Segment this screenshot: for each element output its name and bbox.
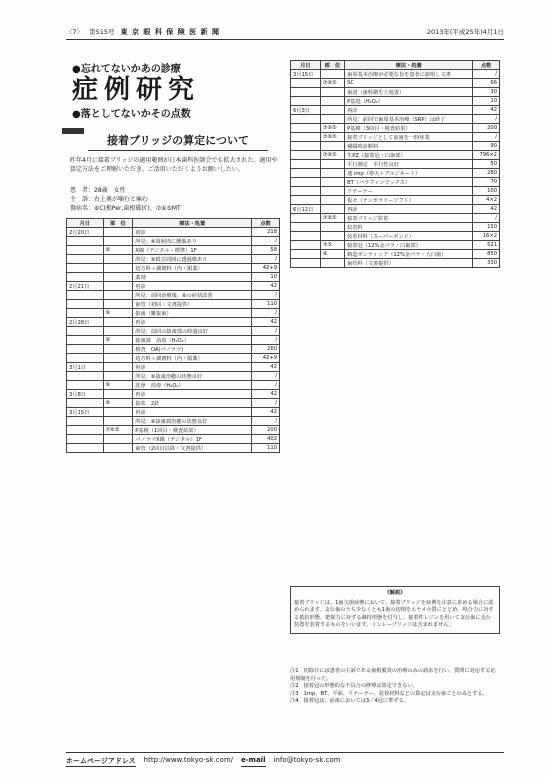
table-cell: 6月3日 xyxy=(291,106,321,115)
table-cell xyxy=(103,345,133,354)
table-cell: 330 xyxy=(473,259,500,268)
table-cell: / xyxy=(252,327,280,336)
page-number: 〈7〉 xyxy=(66,28,84,36)
table-cell xyxy=(67,426,104,435)
title-main: 症例研究 xyxy=(72,75,201,105)
table-cell xyxy=(291,259,321,268)
table-cell xyxy=(320,160,344,169)
table-cell: 検査 OA(パノラマ) xyxy=(133,345,252,354)
table-cell: ⑦⑤ xyxy=(320,241,344,250)
table-cell xyxy=(291,142,321,151)
note-item: 注1 切除日には患者の主訴である歯根膜炎の治療のみの請求を行い、質問に対応する応用規制を行った。 xyxy=(290,668,496,682)
table-cell: ⑦⑥⑤ xyxy=(320,151,344,160)
table-cell xyxy=(67,246,104,255)
table-cell: 接着ブリッジ装着 xyxy=(345,214,473,223)
table-cell xyxy=(320,196,344,205)
table-cell: ⑦⑥⑤ xyxy=(320,133,344,142)
table-cell: 3月15日 xyxy=(291,70,321,79)
decorative-bar xyxy=(62,128,84,134)
note-item: 注2 接着冠の形態的な不具合の修理は算定できない。 xyxy=(290,683,418,689)
table-cell xyxy=(103,255,133,264)
table-cell: 所見：前回で歯周基本治療（SRP）は終了 xyxy=(345,115,473,124)
table-cell xyxy=(103,435,133,444)
table-header-row xyxy=(291,61,500,70)
table-cell xyxy=(103,318,133,327)
table-cell xyxy=(67,372,104,381)
homepage-label: ホームページアドレス xyxy=(66,757,136,765)
commentary-box xyxy=(290,586,500,634)
table-cell: / xyxy=(252,417,280,426)
table-row xyxy=(291,79,500,88)
table-cell: 所見：⑥抜歯治癒の状態良好 xyxy=(133,372,252,381)
table-cell: 薬剤 xyxy=(133,273,252,282)
table-cell: 処方料＋調剤料（内・服薬） xyxy=(133,264,252,273)
patient-diagnosis: 傷病名：⑥C(根Per,歯根破折)、⑦⑥⑤MT xyxy=(70,205,181,212)
column-header: 部 位 xyxy=(320,61,344,70)
table-cell: / xyxy=(473,115,500,124)
table-row xyxy=(291,205,500,214)
table-cell: 110 xyxy=(252,444,280,453)
table-cell: 3月1日 xyxy=(67,363,104,372)
table-row xyxy=(67,381,280,390)
column-header: 点数 xyxy=(473,61,500,70)
table-cell: 2月21日 xyxy=(67,282,104,291)
table-cell xyxy=(67,327,104,336)
table-cell xyxy=(67,237,104,246)
email-link[interactable]: info@tokyo-sk.com xyxy=(273,756,341,764)
table-cell: 2月20日 xyxy=(67,228,104,237)
patient-age: 患 者：28歳 女性 xyxy=(70,187,126,194)
table-cell: 歯周基本治療が必要な旨を患者に説明し文書 xyxy=(345,70,473,79)
table-cell: 再診 xyxy=(133,318,252,327)
table-cell xyxy=(67,255,104,264)
table-row xyxy=(291,106,500,115)
email-label: e-mail xyxy=(241,756,265,767)
table-cell: 2月28日 xyxy=(67,318,104,327)
table-cell: 再診 xyxy=(133,390,252,399)
table-cell: 16×2 xyxy=(473,232,500,241)
table-cell: 仮セ（テンポラリーソフト） xyxy=(345,196,473,205)
table-row xyxy=(291,187,500,196)
table-cell: 接着ブリッジとして前歯を一時休業 xyxy=(345,133,473,142)
table-row xyxy=(67,372,280,381)
column-header: 療法・処置 xyxy=(345,61,473,70)
table-cell xyxy=(103,264,133,273)
table-cell: 850 xyxy=(473,250,500,259)
table-cell: ⑥ xyxy=(103,399,133,408)
table-cell xyxy=(291,160,321,169)
table-cell: 42 xyxy=(252,408,280,417)
table-row xyxy=(291,97,500,106)
table-cell: / xyxy=(252,381,280,390)
table-row xyxy=(67,282,280,291)
table-row xyxy=(67,354,280,363)
table-cell: 150 xyxy=(473,223,500,232)
table-cell: P基処（H₂O₂） xyxy=(345,97,473,106)
table-cell: 70 xyxy=(473,178,500,187)
table-cell: 200 xyxy=(473,124,500,133)
table-cell xyxy=(103,390,133,399)
table-cell: 連 imp（寒天＋アルジネート） xyxy=(345,169,473,178)
publication-name: 東 京 眼 科 保 険 医 新 聞 xyxy=(120,27,221,36)
table-cell: 所見：⑥抜歯窩治癒の状態良好 xyxy=(133,417,252,426)
table-cell xyxy=(103,273,133,282)
table-cell xyxy=(291,187,321,196)
table-cell xyxy=(67,309,104,318)
table-cell: 所見：前回治療後、⑥の症状改善 xyxy=(133,291,252,300)
table-cell: 280 xyxy=(473,169,500,178)
table-row xyxy=(291,133,500,142)
table-row xyxy=(291,241,500,250)
table-cell xyxy=(291,241,321,250)
section-title xyxy=(72,60,252,126)
table-cell: 処方料＋調剤料（内・服薬） xyxy=(133,354,252,363)
table-cell: / xyxy=(252,309,280,318)
table-cell: / xyxy=(252,237,280,246)
table-cell xyxy=(320,70,344,79)
table-cell: 58 xyxy=(252,246,280,255)
table-cell: 42+9 xyxy=(252,264,280,273)
table-cell: 42 xyxy=(473,205,500,214)
table-cell xyxy=(67,336,104,345)
table-cell: 110 xyxy=(252,300,280,309)
table-row xyxy=(67,336,280,345)
table-row xyxy=(67,444,280,453)
table-cell xyxy=(291,79,321,88)
table-cell xyxy=(103,237,133,246)
table-cell xyxy=(320,169,344,178)
table-row xyxy=(291,196,500,205)
table-cell xyxy=(103,300,133,309)
table-row xyxy=(291,88,500,97)
table-cell xyxy=(320,187,344,196)
commentary-body: 接着ブリッジは、1歯欠損症例において、接着ブリッジを症例を注意に求める場合に認められます。支台歯のうち少なくとも1歯の切削をエナメル質にとどめ、咬合力に対する抵抗形態、把握力に対する維持形態を付与し、接着性レジンを用いて支台歯に支台装置を装着するものをいいます。インレーブリッジは含まれません。 xyxy=(294,599,494,628)
table-cell xyxy=(103,327,133,336)
homepage-link[interactable]: http://www.tokyo-sk.com/ xyxy=(143,756,234,764)
table-row xyxy=(291,151,500,160)
table-cell: P基検（3回目・検査結果） xyxy=(345,124,473,133)
table-cell: / xyxy=(252,399,280,408)
table-cell: 200 xyxy=(252,426,280,435)
table-header-row xyxy=(67,219,280,228)
table-cell xyxy=(67,444,104,453)
column-header: 療法・処置 xyxy=(133,219,252,228)
page-header xyxy=(66,24,504,40)
table-cell: 装着料 xyxy=(345,223,473,232)
table-cell: SC xyxy=(345,79,473,88)
table-cell xyxy=(67,264,104,273)
table-cell: 所見：前回の抜歯部の経過良好 xyxy=(133,327,252,336)
table-cell xyxy=(103,354,133,363)
table-row xyxy=(291,250,500,259)
table-row xyxy=(67,327,280,336)
table-row xyxy=(291,232,500,241)
intro-text: 昨年4月に接着ブリッジの適用範囲が日本歯科医師会でも拡大された。適用や算定方法をご理解いただき、ご活用いただくようお願いしたい。 xyxy=(70,157,278,173)
page-footer xyxy=(66,752,504,767)
title-line3: ●落としてないかその点数 xyxy=(72,109,191,120)
table-cell: 3月15日 xyxy=(67,408,104,417)
article-subtitle: 接着ブリッジの算定について xyxy=(88,132,268,151)
table-row xyxy=(291,178,500,187)
table-cell: 100 xyxy=(473,187,500,196)
table-cell xyxy=(103,282,133,291)
table-cell xyxy=(291,133,321,142)
table-row xyxy=(67,426,280,435)
note-item: 注4 接着冠は、前歯においては3／4冠に準ずる。 xyxy=(290,698,409,704)
table-cell: 装着材料（スーパーボンド） xyxy=(345,232,473,241)
table-row xyxy=(67,300,280,309)
table-cell xyxy=(291,250,321,259)
table-cell xyxy=(67,354,104,363)
table-cell xyxy=(291,115,321,124)
table-cell: 歯管料（文書提供） xyxy=(345,259,473,268)
table-cell: 洗浄 消毒（H₂O₂） xyxy=(133,381,252,390)
table-row xyxy=(67,237,280,246)
table-row xyxy=(67,408,280,417)
table-row xyxy=(291,142,500,151)
table-cell xyxy=(291,214,321,223)
table-cell xyxy=(320,223,344,232)
table-cell: 42 xyxy=(252,318,280,327)
commentary-heading: 《解説》 xyxy=(384,590,406,596)
table-cell: リテーナー xyxy=(345,187,473,196)
issue-date: 2013年(平成25年)4月1日 xyxy=(426,28,504,36)
table-cell xyxy=(291,196,321,205)
table-cell: ⑥ xyxy=(103,336,133,345)
table-cell xyxy=(103,363,133,372)
table-cell xyxy=(103,228,133,237)
table-cell xyxy=(67,399,104,408)
table-cell: 平行測定 平行性良好 xyxy=(345,160,473,169)
table-cell: 521 xyxy=(473,241,500,250)
table-cell xyxy=(103,291,133,300)
issue-number: 第515号 xyxy=(89,28,115,36)
table-cell xyxy=(291,178,321,187)
table-row xyxy=(67,363,280,372)
table-cell: / xyxy=(252,291,280,300)
table-cell: ⑥ xyxy=(103,246,133,255)
table-cell xyxy=(291,88,321,97)
column-header: 月日 xyxy=(67,219,104,228)
table-cell: P基検（1回目・検査結果） xyxy=(133,426,252,435)
table-cell: / xyxy=(473,133,500,142)
table-cell xyxy=(320,178,344,187)
table-cell: / xyxy=(473,70,500,79)
table-cell: X線（デジタル・標準）1F xyxy=(133,246,252,255)
table-cell: / xyxy=(252,255,280,264)
table-cell: 接着冠（12%金パラ・臼歯部） xyxy=(345,241,473,250)
table-cell: 初診 xyxy=(133,228,252,237)
table-cell: ⑦⑥⑤ xyxy=(103,426,133,435)
table-row xyxy=(291,223,500,232)
table-cell: BT（パラフィンワックス） xyxy=(345,178,473,187)
table-cell xyxy=(103,408,133,417)
table-cell: 再診 xyxy=(345,106,473,115)
table-cell: パノラマX線（デジタル）1F xyxy=(133,435,252,444)
table-cell: 260 xyxy=(252,345,280,354)
table-cell xyxy=(291,223,321,232)
table-cell xyxy=(291,124,321,133)
table-cell: 6月12日 xyxy=(291,205,321,214)
table-cell: 歯管（2回目以降・文書提供） xyxy=(133,444,252,453)
patient-info xyxy=(70,186,280,213)
table-cell xyxy=(67,417,104,426)
table-cell: 10 xyxy=(473,97,500,106)
table-row xyxy=(291,169,500,178)
table-cell: 所見：⑥周囲肉に腫脹あり xyxy=(133,237,252,246)
table-cell: 鋳造ポンティック（12%金パラ・大臼歯） xyxy=(345,250,473,259)
note-item: 注3 1mp、BT、平面、リテーナー、装着材料などの算定は支台歯ごとのみとする。 xyxy=(290,690,488,697)
table-row xyxy=(291,115,500,124)
table-cell xyxy=(67,291,104,300)
table-row xyxy=(291,259,500,268)
table-cell: 42 xyxy=(252,390,280,399)
table-cell: 10 xyxy=(252,273,280,282)
treatment-table-right xyxy=(290,60,500,268)
table-cell xyxy=(291,169,321,178)
table-cell: 歯清（歯科衛生士処置） xyxy=(345,88,473,97)
table-row xyxy=(291,70,500,79)
table-row xyxy=(291,160,500,169)
column-header: 部 位 xyxy=(103,219,133,228)
table-row xyxy=(291,214,500,223)
table-cell: 796×2 xyxy=(473,151,500,160)
table-cell: 4×2 xyxy=(473,196,500,205)
table-cell: / xyxy=(252,336,280,345)
table-cell xyxy=(320,232,344,241)
table-cell: 抜歯窩 消毒（H₂O₂） xyxy=(133,336,252,345)
table-row xyxy=(67,345,280,354)
table-row xyxy=(67,246,280,255)
table-cell xyxy=(320,205,344,214)
table-cell: 30 xyxy=(473,88,500,97)
table-cell xyxy=(320,97,344,106)
table-cell xyxy=(291,151,321,160)
table-row xyxy=(67,417,280,426)
table-cell: 再診 xyxy=(345,205,473,214)
table-cell xyxy=(320,106,344,115)
table-row xyxy=(67,399,280,408)
table-cell: / xyxy=(473,214,500,223)
table-cell: 再診 xyxy=(133,282,252,291)
table-cell xyxy=(67,273,104,282)
table-row xyxy=(291,124,500,133)
table-cell xyxy=(320,259,344,268)
column-header: 月日 xyxy=(291,61,321,70)
table-row xyxy=(67,309,280,318)
table-cell xyxy=(103,444,133,453)
table-cell: 再診 xyxy=(133,408,252,417)
table-cell: 42+9 xyxy=(252,354,280,363)
table-cell xyxy=(291,97,321,106)
notes-list xyxy=(290,668,500,706)
table-cell: 3月8日 xyxy=(67,390,104,399)
table-cell xyxy=(320,88,344,97)
patient-complaint: 主 訴：右上奥が噛むと痛む xyxy=(70,196,149,203)
table-cell xyxy=(103,417,133,426)
table-cell: ⑥ xyxy=(103,381,133,390)
table-cell: / xyxy=(252,372,280,381)
table-cell: 歯管（初回・文書提供） xyxy=(133,300,252,309)
table-cell: 42 xyxy=(252,282,280,291)
table-cell: ⑦⑥⑤ xyxy=(320,214,344,223)
title-line1: ●忘れてないかあの診療 xyxy=(72,64,181,75)
table-cell xyxy=(291,232,321,241)
table-cell: 42 xyxy=(473,106,500,115)
table-cell xyxy=(67,381,104,390)
table-cell: 補綴時診断料 xyxy=(345,142,473,151)
table-cell: 50 xyxy=(473,160,500,169)
table-row xyxy=(67,291,280,300)
table-cell xyxy=(67,345,104,354)
table-row xyxy=(67,390,280,399)
table-cell: ⑦⑥⑤ xyxy=(320,124,344,133)
table-row xyxy=(67,273,280,282)
table-cell: ⑥ xyxy=(103,309,133,318)
table-row xyxy=(67,435,280,444)
table-cell: 402 xyxy=(252,435,280,444)
table-cell: 抜歯（難抜歯） xyxy=(133,309,252,318)
table-cell xyxy=(103,372,133,381)
treatment-table-left xyxy=(66,218,280,453)
table-cell xyxy=(320,115,344,124)
table-cell: 218 xyxy=(252,228,280,237)
table-cell: 42 xyxy=(252,363,280,372)
table-cell: 66 xyxy=(473,79,500,88)
table-cell: 90 xyxy=(473,142,500,151)
table-cell xyxy=(67,300,104,309)
table-cell: 抜糸 2針 xyxy=(133,399,252,408)
table-cell: ⑦⑥⑤ xyxy=(320,79,344,88)
table-cell xyxy=(67,435,104,444)
table-cell: ⑥ xyxy=(320,250,344,259)
table-row xyxy=(67,228,280,237)
table-cell xyxy=(320,142,344,151)
table-row xyxy=(67,264,280,273)
table-cell: 再診 xyxy=(133,363,252,372)
column-header: 点数 xyxy=(252,219,280,228)
table-cell: 生PZ（接着冠・臼歯部） xyxy=(345,151,473,160)
table-cell: 所見：⑥根尖周囲に透過像あり xyxy=(133,255,252,264)
table-row xyxy=(67,318,280,327)
table-row xyxy=(67,255,280,264)
